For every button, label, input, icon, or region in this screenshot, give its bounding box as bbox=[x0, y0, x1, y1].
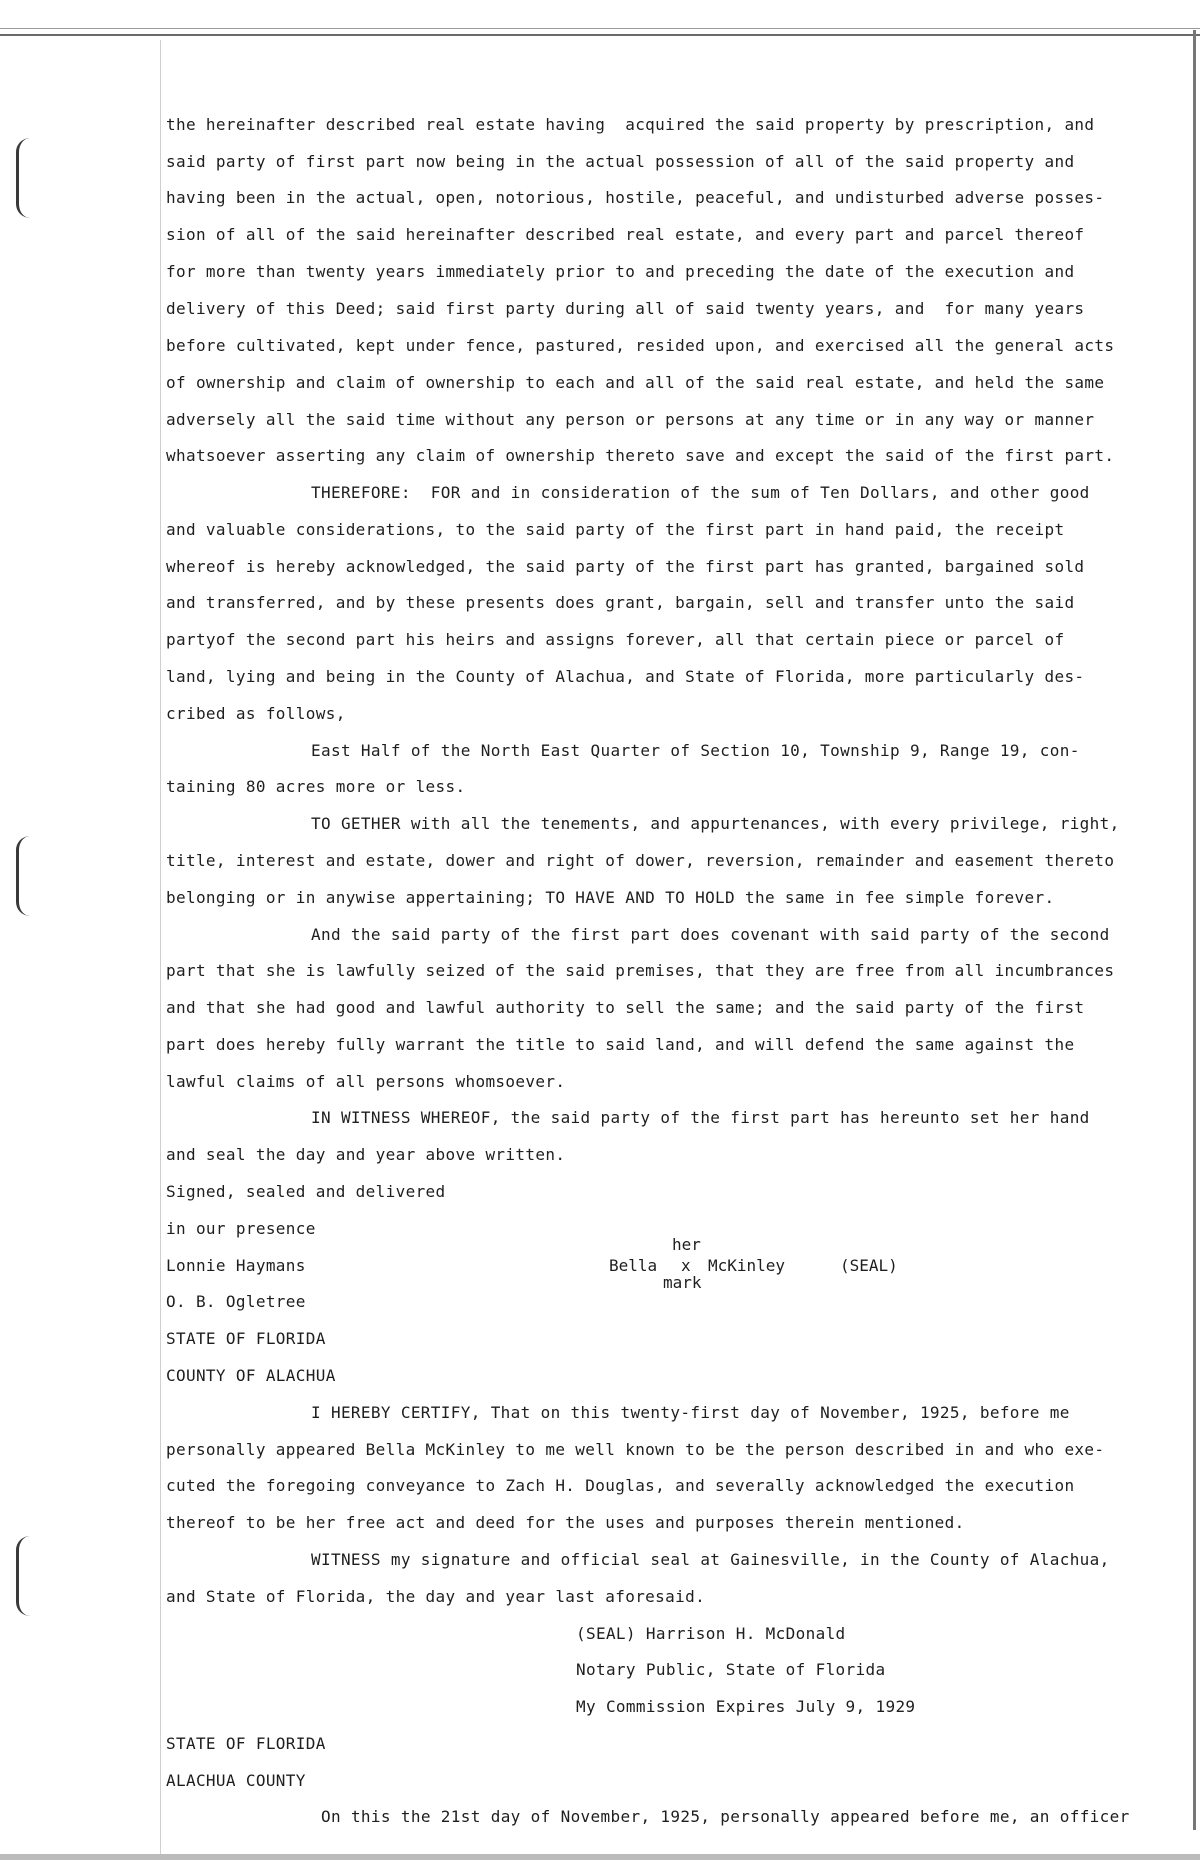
deed-line: And the said party of the first part does covenant with said party of the second bbox=[311, 925, 1110, 944]
deed-line: belonging or in anywise appertaining; TO HAVE AND TO HOLD the same in fee simple forever. bbox=[166, 888, 1055, 907]
deed-line: and transferred, and by these presents does grant, bargain, sell and transfer unto the said bbox=[166, 593, 1075, 612]
deed-line: for more than twenty years immediately prior to and preceding the date of the execution and bbox=[166, 262, 1075, 281]
deed-line: cribed as follows, bbox=[166, 704, 346, 723]
signature-mark-x: x bbox=[681, 1256, 691, 1275]
deed-line: STATE OF FLORIDA bbox=[166, 1329, 326, 1348]
deed-line: and seal the day and year above written. bbox=[166, 1145, 566, 1164]
deed-line: land, lying and being in the County of Alachua, and State of Florida, more particularly des- bbox=[166, 667, 1085, 686]
deed-line: East Half of the North East Quarter of Section 10, Township 9, Range 19, con- bbox=[311, 741, 1080, 760]
deed-line: STATE OF FLORIDA bbox=[166, 1734, 326, 1753]
deed-line: part that she is lawfully seized of the said premises, that they are free from all incumbrances bbox=[166, 961, 1115, 980]
deed-line: Signed, sealed and delivered bbox=[166, 1182, 446, 1201]
deed-line: THEREFORE: FOR and in consideration of the sum of Ten Dollars, and other good bbox=[311, 483, 1090, 502]
deed-line: and State of Florida, the day and year last aforesaid. bbox=[166, 1587, 706, 1606]
deed-line: whatsoever asserting any claim of ownership thereto save and except the said of the first part. bbox=[166, 446, 1115, 465]
deed-line: TO GETHER with all the tenements, and appurtenances, with every privilege, right, bbox=[311, 814, 1120, 833]
deed-line: whereof is hereby acknowledged, the said party of the first part has granted, bargained sold bbox=[166, 557, 1085, 576]
notary-commission: My Commission Expires July 9, 1929 bbox=[576, 1697, 916, 1716]
deed-line: having been in the actual, open, notorious, hostile, peaceful, and undisturbed adverse posses- bbox=[166, 188, 1105, 207]
deed-line: delivery of this Deed; said first party during all of said twenty years, and for many years bbox=[166, 299, 1085, 318]
deed-line: sion of all of the said hereinafter described real estate, and every part and parcel thereof bbox=[166, 225, 1085, 244]
deed-line: taining 80 acres more or less. bbox=[166, 777, 466, 796]
signature-seal: (SEAL) bbox=[840, 1256, 898, 1275]
binder-hole-mark bbox=[16, 836, 47, 916]
deed-line: lawful claims of all persons whomsoever. bbox=[166, 1072, 566, 1091]
page-right-edge bbox=[1193, 30, 1196, 1830]
deed-line: thereof to be her free act and deed for the uses and purposes therein mentioned. bbox=[166, 1513, 965, 1532]
deed-line: the hereinafter described real estate having acquired the said property by prescription, and bbox=[166, 115, 1095, 134]
deed-line: partyof the second part his heirs and assigns forever, all that certain piece or parcel of bbox=[166, 630, 1065, 649]
scan-bottom-rule bbox=[0, 1854, 1200, 1860]
deed-line: and valuable considerations, to the said party of the first part in hand paid, the receipt bbox=[166, 520, 1065, 539]
deed-line: I HEREBY CERTIFY, That on this twenty-first day of November, 1925, before me bbox=[311, 1403, 1070, 1422]
deed-line: COUNTY OF ALACHUA bbox=[166, 1366, 336, 1385]
deed-line: part does hereby fully warrant the title to said land, and will defend the same against the bbox=[166, 1035, 1075, 1054]
signature-first-name: Bella bbox=[609, 1256, 658, 1275]
scan-top-rule bbox=[0, 0, 1200, 36]
deed-line: WITNESS my signature and official seal at Gainesville, in the County of Alachua, bbox=[311, 1550, 1110, 1569]
deed-line: title, interest and estate, dower and right of dower, reversion, remainder and easement thereto bbox=[166, 851, 1115, 870]
deed-line: in our presence bbox=[166, 1219, 316, 1238]
witness-name: Lonnie Haymans bbox=[166, 1256, 306, 1275]
binder-hole-mark bbox=[16, 1536, 47, 1616]
signature-mark-label: mark bbox=[663, 1273, 702, 1292]
deed-line: IN WITNESS WHEREOF, the said party of the first part has hereunto set her hand bbox=[311, 1108, 1090, 1127]
witness-name: O. B. Ogletree bbox=[166, 1292, 306, 1311]
margin-rule bbox=[160, 40, 161, 1860]
deed-line: On this the 21st day of November, 1925, personally appeared before me, an officer bbox=[321, 1807, 1130, 1826]
deed-line: ALACHUA COUNTY bbox=[166, 1771, 306, 1790]
signature-her: her bbox=[672, 1235, 701, 1254]
notary-name: (SEAL) Harrison H. McDonald bbox=[576, 1624, 846, 1643]
signature-last-name: McKinley bbox=[708, 1256, 786, 1275]
deed-line: of ownership and claim of ownership to each and all of the said real estate, and held the same bbox=[166, 373, 1105, 392]
deed-line: said party of first part now being in the actual possession of all of the said property and bbox=[166, 152, 1075, 171]
binder-hole-mark bbox=[16, 138, 47, 218]
deed-line: before cultivated, kept under fence, pastured, resided upon, and exercised all the general acts bbox=[166, 336, 1115, 355]
notary-title: Notary Public, State of Florida bbox=[576, 1660, 886, 1679]
deed-line: cuted the foregoing conveyance to Zach H. Douglas, and severally acknowledged the execution bbox=[166, 1476, 1075, 1495]
deed-line: adversely all the said time without any person or persons at any time or in any way or manner bbox=[166, 410, 1095, 429]
deed-line: and that she had good and lawful authority to sell the same; and the said party of the first bbox=[166, 998, 1085, 1017]
deed-line: personally appeared Bella McKinley to me well known to be the person described in and who exe- bbox=[166, 1440, 1105, 1459]
